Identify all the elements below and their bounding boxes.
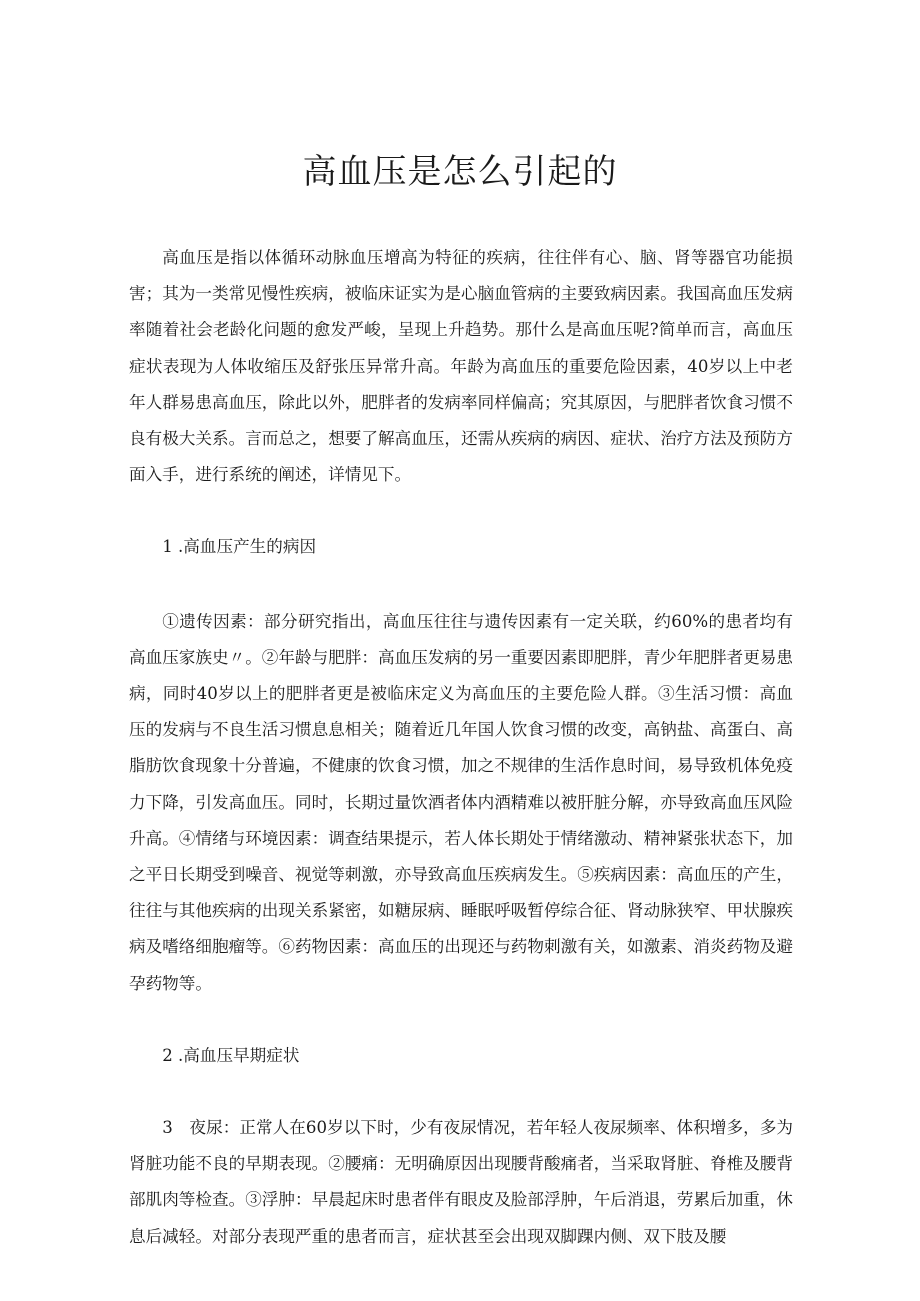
section-body-symptoms: 3 夜尿：正常人在60岁以下时，少有夜尿情况，若年轻人夜尿频率、体积增多，多为肾脏功能不良的早期表现。②腰痛：无明确原因出现腰背酸痛者，当采取肾脏、脊椎及腰背部肌肉等检查。③浮肿：早晨起床时患者伴有眼皮及脸部浮肿，午后消退，劳累后加重，休息后减轻。对部分表现严重的患者而言，症状甚至会出现双脚踝内侧、双下肢及腰 xyxy=(129,1118,793,1246)
document-title: 高血压是怎么引起的 xyxy=(302,152,618,192)
intro-paragraph: 高血压是指以体循环动脉血压增高为特征的疾病，往往伴有心、脑、肾等器官功能损害；其为一类常见慢性疾病，被临床证实为是心脑血管病的主要致病因素。我国高血压发病率随着社会老龄化问题的愈发严峻，呈现上升趋势。那什么是高血压呢?简单而言，高血压症状表现为人体收缩压及舒张压异常升高。年龄为高血压的重要危险因素，40岁以上中老年人群易患高血压，除此以外，肥胖者的发病率同样偏高；究其原因，与肥胖者饮食习惯不良有极大关系。言而总之，想要了解高血压，还需从疾病的病因、症状、治疗方法及预防方面入手，进行系统的阐述，详情见下。 xyxy=(129,248,793,485)
spacer xyxy=(129,566,793,604)
section-heading-symptoms: 2 .高血压早期症状 xyxy=(162,1045,300,1065)
document-body xyxy=(129,240,793,1255)
spacer xyxy=(129,493,793,529)
spacer xyxy=(129,1074,793,1110)
section-heading-causes: 1 .高血压产生的病因 xyxy=(162,537,317,557)
section-body-causes: ①遗传因素：部分研究指出，高血压往往与遗传因素有一定关联，约60%的患者均有高血压家族史〃。②年龄与肥胖：高血压发病的另一重要因素即肥胖，青少年肥胖者更易患病，同时40岁以上的肥胖者更是被临床定义为高血压的主要危险人群。③生活习惯：高血压的发病与不良生活习惯息息相关；随着近几年国人饮食习惯的改变，高钠盐、高蛋白、高脂肪饮食现象十分普遍，不健康的饮食习惯，加之不规律的生活作息时间，易导致机体免疫力下降，引发高血压。同时，长期过量饮酒者体内酒精难以被肝脏分解，亦导致高血压风险升高。④情绪与环境因素：调查结果提示，若人体长期处于情绪激动、精神紧张状态下，加之平日长期受到噪音、视觉等刺激，亦导致高血压疾病发生。⑤疾病因素：高血压的产生，往往与其他疾病的出现关系紧密，如糖尿病、睡眠呼吸暂停综合征、肾动脉狭窄、甲状腺疾病及嗜络细胞瘤等。⑥药物因素：高血压的出现还与药物刺激有关，如激素、消炎药物及避孕药物等。 xyxy=(129,611,793,993)
spacer xyxy=(129,1002,793,1038)
